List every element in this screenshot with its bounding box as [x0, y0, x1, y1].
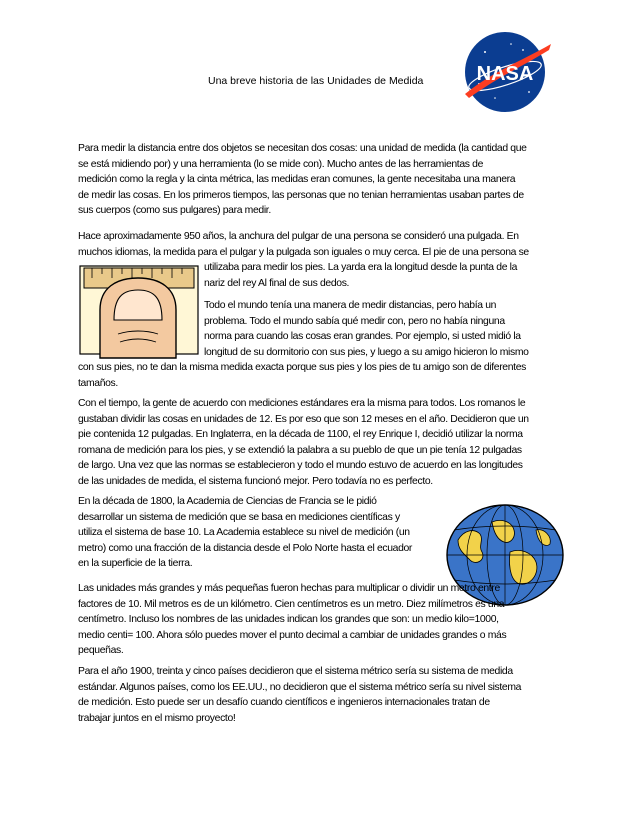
paragraph-3: Todo el mundo tenía una manera de medir distancias, pero había un problema. Todo el mundo sabía qué medir con, pero no había ninguna norma para cuando las cosas eran grandes. Por ejemplo, si usted midió la longitud de su dormitorio con sus pies, y luego a su amigo hicieron lo mismo con sus pies, no te dan la misma medida exacta porque sus pies y los pies de tu amigo son de diferentes tamaños.	[78, 300, 529, 389]
paragraph-5: En la década de 1800, la Academia de Ciencias de Francia se le pidió desarrollar un sistema de medición que se basa en mediciones científicas y utiliza el sistema de base 10. La Academia establece su nivel de medición (un metro) como una fracción de la distancia desde el Polo Norte hasta el ecuador en la superficie de la tierra.	[78, 496, 413, 570]
nasa-logo	[455, 22, 555, 122]
paragraph-1: Para medir la distancia entre dos objetos se necesitan dos cosas: una unidad de medida (la cantidad que se está midiendo por) y una herramienta (lo se mide con). Mucho antes de las herramientas de medición como la regla y la cinta métrica, las medidas eran comunes, la gente necesitaba una manera de medir las cosas. En los primeros tiempos, las personas que no tenian herramientas usaban partes de sus cuerpos (como sus pulgares) para medir.	[78, 143, 527, 217]
paragraph-6: Las unidades más grandes y más pequeñas fueron hechas para multiplicar o dividir un metro entre factores de 10. Mil metros es de un kilómetro. Cien centímetros es un metro. Diez milímetros es una centímetro. Incluso los nombres de las unidades indican los grandes que son: un medio kilo=1000, medio centi= 100. Ahora sólo puedes mover el punto decimal a cambiar de unidades grandes o más pequeñas.	[78, 583, 507, 657]
nasa-logo-text: NASA	[476, 63, 534, 85]
paragraph-4: Con el tiempo, la gente de acuerdo con mediciones estándares era la misma para todos. Los romanos le gustaban dividir las cosas en unidades de 12. Es por eso que son 12 meses en el año. Decidieron que un pie contenida 12 pulgadas. En Inglaterra, en la década de 1100, el rey Enrique I, decidió utilizar la norma romana de medición para los pies, y se extendió la palabra a su pueblo de que un pie tenía 12 pulgadas de largo. Una vez que las normas se establecieron y todo el mundo estuvo de acuerdo en las longitudes de las unidades de medida, el sistema funcionó mejor. Pero todavía no es perfecto.	[78, 398, 529, 487]
paragraph-7: Para el año 1900, treinta y cinco países decidieron que el sistema métrico sería su sistema de medida estándar. Algunos países, como los EE.UU., no decidieron que el sistema métrico sería su nivel sistema de medición. Esto puede ser un desafío cuando científicos e ingenieros internacionales tratan de trabajar juntos en el mismo proyecto!	[78, 666, 522, 724]
paragraph-2: Hace aproximadamente 950 años, la anchura del pulgar de una persona se consideró una pulgada. En muchos idiomas, la medida para el pulgar y la pulgada son iguales o muy cerca. El pie de una persona se utilizaba para medir los pies. La yarda era la longitud desde la punta de la nariz del rey Al final de sus dedos.	[78, 231, 529, 289]
page-title: Una breve historia de las Unidades de Medida	[208, 75, 424, 87]
